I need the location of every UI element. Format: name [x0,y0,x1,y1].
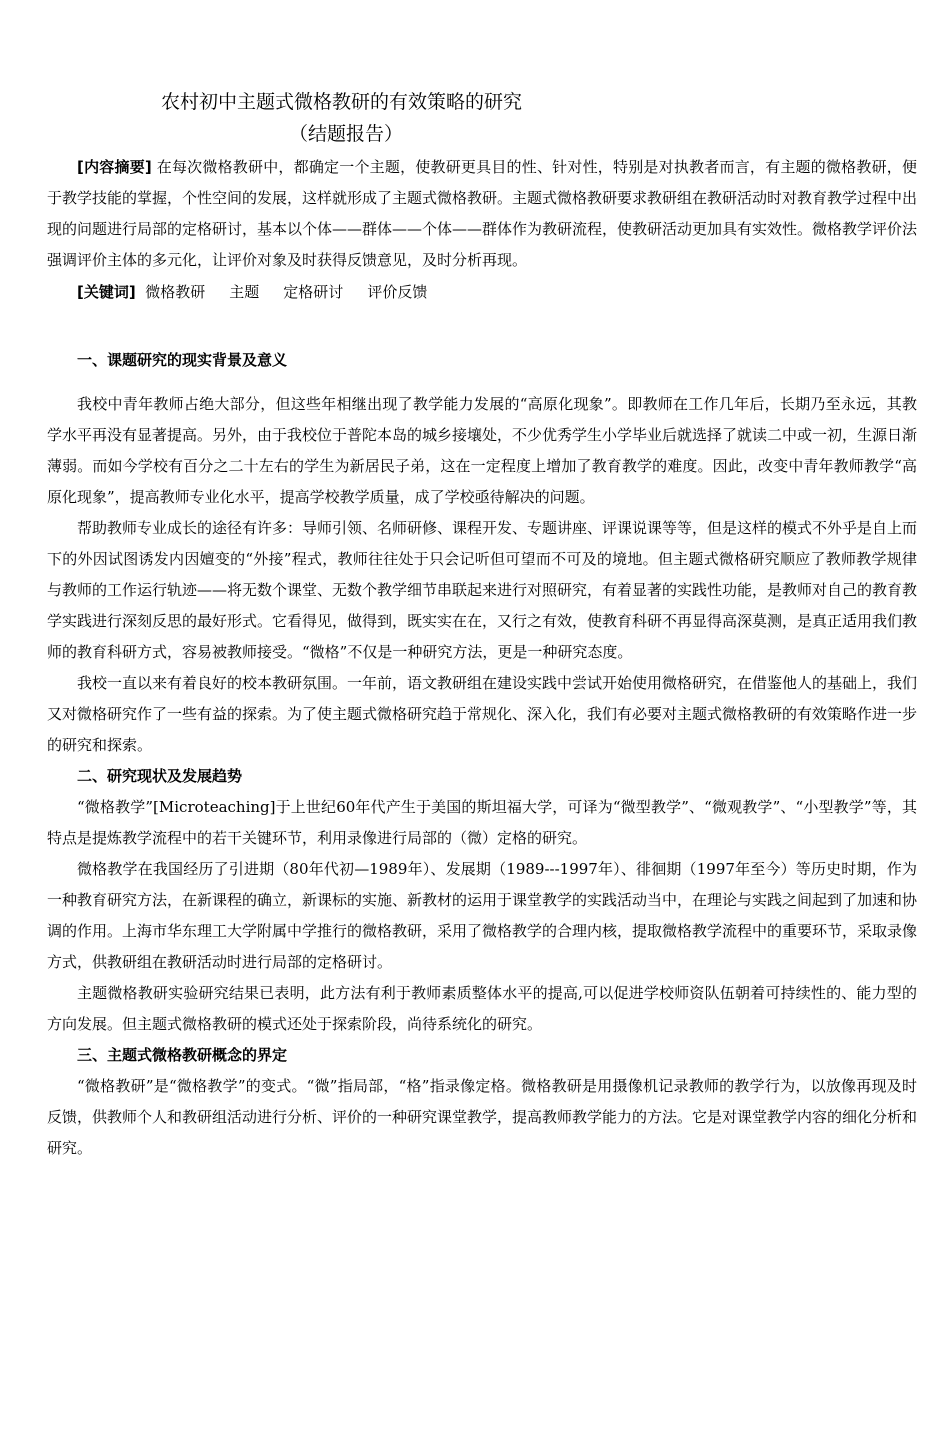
section-heading: 二、研究现状及发展趋势 [77,767,243,785]
body-paragraph: 帮助教师专业成长的途径有许多：导师引领、名师研修、课程开发、专题讲座、评课说课等等，但是这样的模式不外乎是自上而下的外因试图诱发内因嬗变的“外接”程式，教师往往处于只会记听但可望而不可及的境地。但主题式微格研究顺应了教师教学规律与教师的工作运行轨迹——将无数个课堂、无数个教学细节串联起来进行对照研究，有着显著的实践性功能，是教师对自己的教育教学实践进行深刻反思的最好形式。它看得见，做得到，既实实在在，又行之有效，使教育科研不再显得高深莫测，是真正适用我们教师的教育科研方式，容易被教师接受。“微格”不仅是一种研究方法，更是一种研究态度。 [47,519,918,661]
body-paragraph: 微格教学在我国经历了引进期（80年代初—1989年）、发展期（1989---1997年）、徘徊期（1997年至今）等历史时期，作为一种教育研究方法，在新课程的确立，新课标的实施、新教材的运用于课堂教学的实践活动当中，在理论与实践之间起到了加速和协调的作用。上海市华东理工大学附属中学推行的微格教研，采用了微格教学的合理内核，提取微格教学流程中的重要环节，采取录像方式，供教研组在教研活动时进行局部的定格研讨。 [47,860,918,971]
abstract-text: 在每次微格教研中，都确定一个主题，使教研更具目的性、针对性，特别是对执教者而言，有主题的微格教研，便于教学技能的掌握，个性空间的发展，这样就形成了主题式微格教研。主题式微格教研要求教研组在教研活动时对教育教学过程中出现的问题进行局部的定格研讨，基本以个体——群体——个体——群体作为教研流程，使教研活动更加具有实效性。微格教学评价法强调评价主体的多元化，让评价对象及时获得反馈意见，及时分析再现。 [47,158,918,269]
document-subtitle: （结题报告） [289,123,404,145]
abstract-label: [内容摘要] [77,158,152,176]
body-paragraph: “微格教研”是“微格教学”的变式。“微”指局部，“格”指录像定格。微格教研是用摄像机记录教师的教学行为，以放像再现及时反馈，供教师个人和教研组活动进行分析、评价的一种研究课堂教学，提高教师教学能力的方法。它是对课堂教学内容的细化分析和研究。 [47,1077,918,1157]
abstract-paragraph [47,152,917,276]
keywords-label: [关键词] [77,283,136,301]
body-paragraph: “微格教学”[Microteaching]于上世纪60年代产生于美国的斯坦福大学，可译为“微型教学”、“微观教学”、“小型教学”等，其特点是提炼教学流程中的若干关键环节，利用录像进行局部的（微）定格的研究。 [47,798,917,847]
body-paragraph: 主题微格教研实验研究结果已表明，此方法有利于教师素质整体水平的提高,可以促进学校师资队伍朝着可持续性的、能力型的方向发展。但主题式微格教研的模式还处于探索阶段，尚待系统化的研究。 [47,984,917,1033]
body-paragraph: 我校中青年教师占绝大部分，但这些年相继出现了教学能力发展的“高原化现象”。即教师在工作几年后，长期乃至永远，其教学水平再没有显著提高。另外，由于我校位于普陀本岛的城乡接壤处，不少优秀学生小学毕业后就选择了就读二中或一初，生源日渐薄弱。而如今学校有百分之二十左右的学生为新居民子弟，这在一定程度上增加了教育教学的难度。因此，改变中青年教师教学“高原化现象”，提高教师专业化水平，提高学校教学质量，成了学校亟待解决的问题。 [47,395,918,506]
keyword: 微格教研 [145,283,206,301]
document-page [47,88,917,1164]
body-paragraph: 我校一直以来有着良好的校本教研氛围。一年前，语文教研组在建设实践中尝试开始使用微格研究，在借鉴他人的基础上，我们又对微格研究作了一些有益的探索。为了使主题式微格研究趋于常规化、深入化，我们有必要对主题式微格教研的有效策略作进一步的研究和探索。 [47,674,918,754]
keyword: 评价反馈 [367,283,428,301]
keyword: 主题 [229,283,260,301]
document-title: 农村初中主题式微格教研的有效策略的研究 [161,91,523,113]
keywords-row [47,277,917,308]
keyword: 定格研讨 [283,283,344,301]
section-heading: 三、主题式微格教研概念的界定 [77,1046,288,1064]
section-heading: 一、课题研究的现实背景及意义 [77,351,288,369]
